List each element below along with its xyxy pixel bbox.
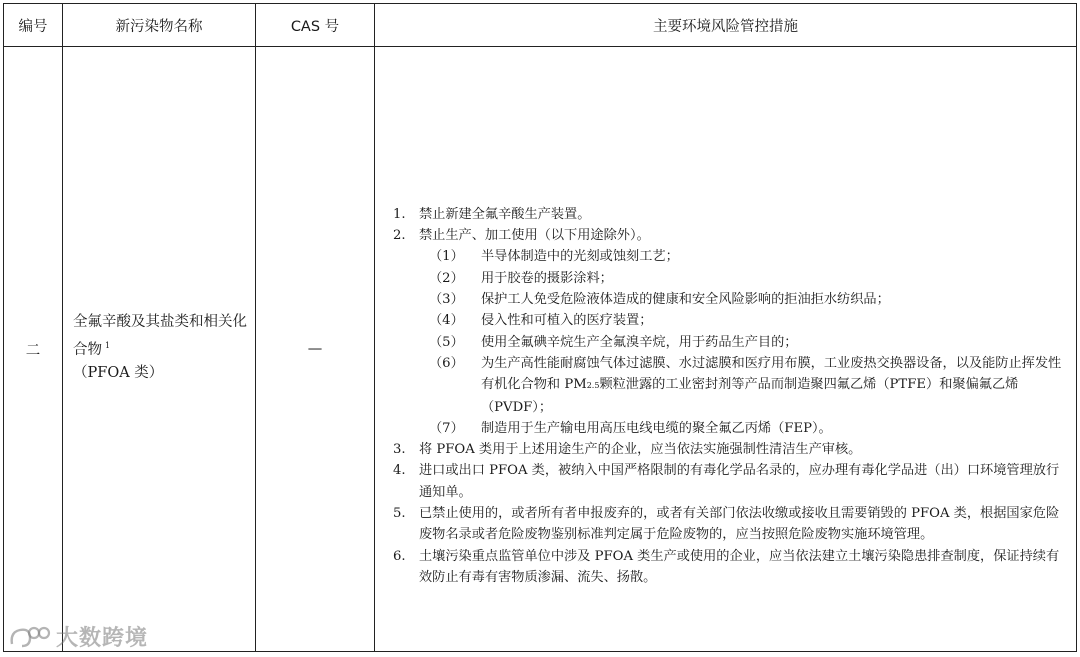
measures-list (389, 204, 1062, 588)
brand-logo-icon (8, 624, 52, 650)
header-measures: 主要环境风险管控措施 (375, 4, 1077, 47)
sub-number: （3） (429, 292, 464, 308)
measures-table (3, 3, 1077, 652)
item-text: 进口或出口 PFOA 类，被纳入中国严格限制的有毒化学品名录的，应办理有毒化学品进（出）口环境管理放行通知单。 (419, 463, 1060, 500)
header-cas: CAS 号 (256, 4, 375, 47)
item-number: 1. (393, 206, 406, 222)
item-text: 禁止新建全氟辛酸生产装置。 (419, 206, 591, 222)
sub-number: （7） (429, 420, 464, 436)
item-text: 禁止生产、加工使用（以下用途除外）。 (419, 228, 650, 244)
pollutant-abbr: （PFOA 类） (73, 364, 164, 381)
list-item (389, 439, 1062, 460)
item-number: 5. (393, 505, 406, 521)
sub-text: 用于胶卷的摄影涂料； (481, 270, 613, 286)
cell-name (63, 47, 256, 652)
item-number: 2. (393, 228, 406, 244)
sub-text: 保护工人免受危险液体造成的健康和安全风险影响的拒油拒水纺织品； (481, 292, 890, 308)
list-item (389, 546, 1062, 589)
sub-text (481, 353, 1062, 418)
cell-measures (375, 47, 1077, 652)
item-text: 将 PFOA 类用于上述用途生产的企业，应当依法实施强制性清洁生产审核。 (419, 442, 862, 458)
table-header-row (4, 4, 1077, 47)
sub-item (389, 268, 1062, 289)
sub-text: 制造用于生产输电用高压电线电缆的聚全氟乙丙烯（FEP）。 (481, 420, 832, 436)
item-number: 4. (393, 463, 406, 479)
sub-item (389, 310, 1062, 331)
sub-text: 使用全氟碘辛烷生产全氟溴辛烷，用于药品生产目的； (481, 334, 798, 350)
list-item (389, 503, 1062, 546)
list-item (389, 225, 1062, 246)
table-row (4, 47, 1077, 652)
sub-item (389, 246, 1062, 267)
item-text: 土壤污染重点监管单位中涉及 PFOA 类生产或使用的企业，应当依法建立土壤污染隐患排查制度，保证持续有效防止有毒有害物质渗漏、流失、扬散。 (419, 548, 1060, 585)
sub-text: 侵入性和可植入的医疗装置； (481, 313, 653, 329)
sub-text: 半导体制造中的光刻或蚀刻工艺； (481, 249, 679, 265)
sub-item (389, 418, 1062, 439)
sub-number: （2） (429, 270, 464, 286)
sub-number: （4） (429, 313, 464, 329)
watermark-text: 大数跨境 (56, 626, 149, 651)
sub-number: （6） (429, 355, 464, 371)
footnote-mark: 1 (105, 341, 111, 351)
sub-list-wrapper (389, 246, 1062, 439)
cell-cas: — (256, 47, 375, 652)
cell-id: 二 (4, 47, 63, 652)
item-number: 3. (393, 442, 406, 458)
sub-number: （1） (429, 249, 464, 265)
watermark (8, 621, 148, 652)
exemptions-list (389, 246, 1062, 439)
list-item (389, 204, 1062, 225)
item-text: 已禁止使用的，或者所有者申报废弃的，或者有关部门依法收缴或接收且需要销毁的 PFOA 类，根据国家危险废物名录或者危险废物鉴别标准判定属于危险废物的，应当按照危险废物实施环境管理。 (419, 505, 1060, 543)
pollutant-name: 全氟辛酸及其盐类和相关化合物 (73, 314, 247, 358)
sub-item (389, 289, 1062, 310)
list-item (389, 460, 1062, 503)
sub-item (389, 332, 1062, 353)
sub-text-part: 为生产高性能耐腐蚀气体过滤膜、水过滤膜和医疗用布膜，工业废热交换器设备，以及能防止挥发性有机化合物和 PM (481, 355, 1062, 393)
item-number: 6. (393, 548, 406, 564)
header-name: 新污染物名称 (63, 4, 256, 47)
sub-text-part: 颗粒泄露的工业密封剂等产品而制造聚四氟乙烯（PTFE）和聚偏氟乙烯（PVDF）； (481, 377, 1019, 415)
header-id: 编号 (4, 4, 63, 47)
sub-item (389, 353, 1062, 418)
sub-number: （5） (429, 334, 464, 350)
pm-subscript: 2.5 (586, 381, 600, 391)
